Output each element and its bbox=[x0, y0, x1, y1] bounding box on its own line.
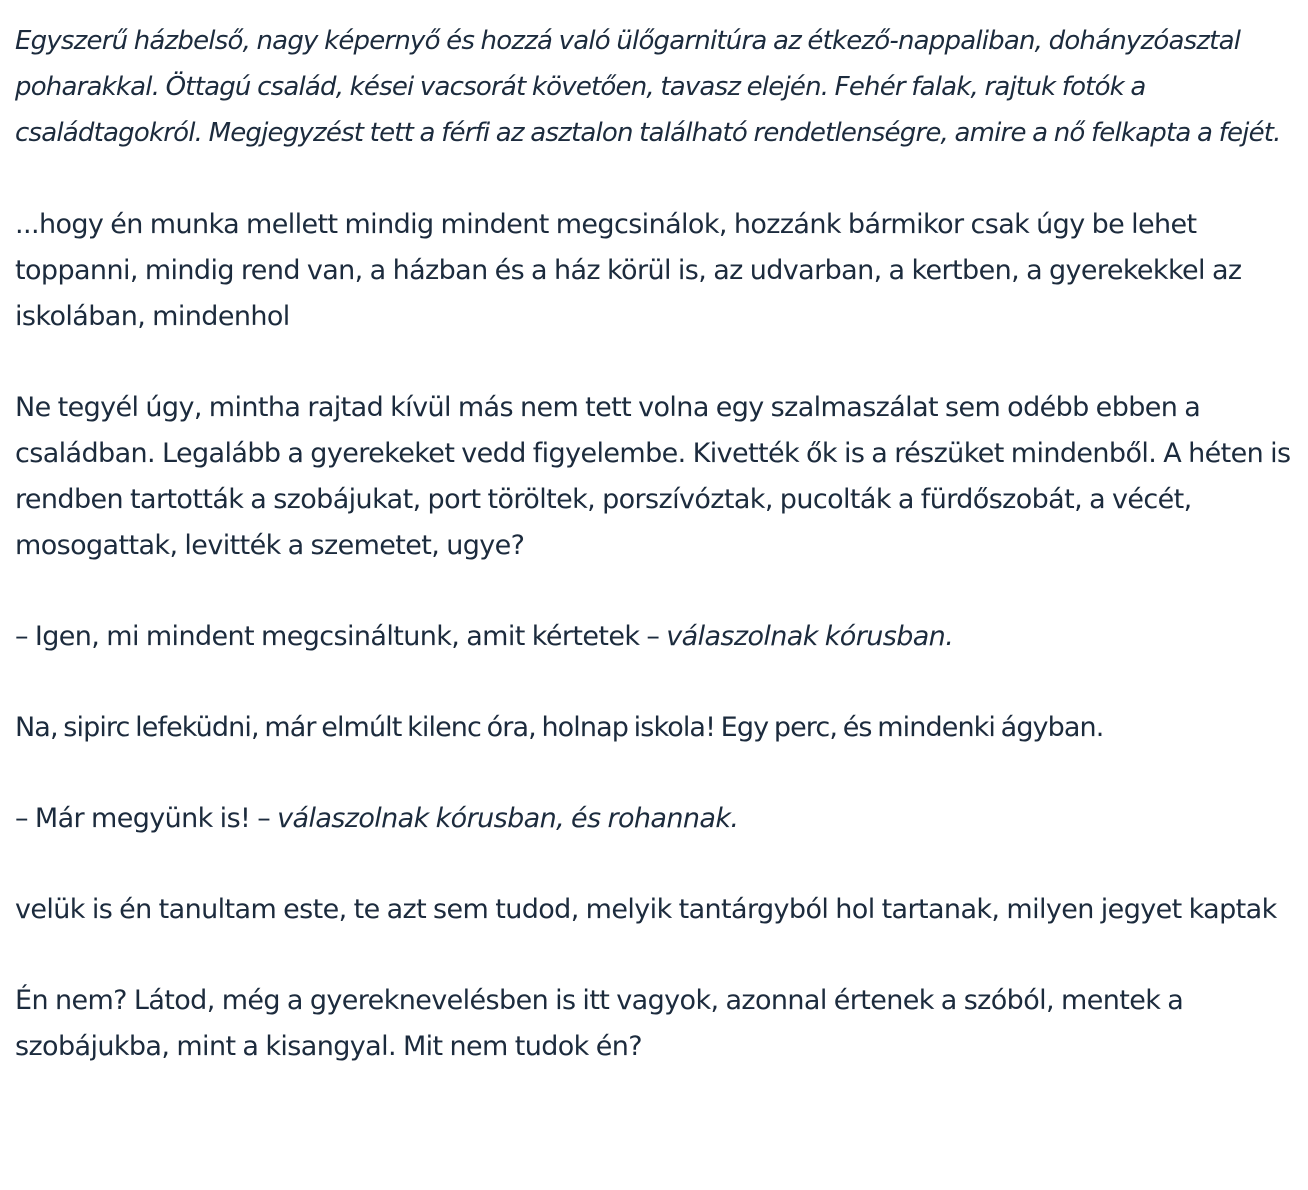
dialogue-line-2-attribution: válaszolnak kórusban, és rohannak. bbox=[277, 803, 739, 834]
paragraph-7: Én nem? Látod, még a gyereknevelésben is itt vagyok, azonnal értenek a szóból, mentek a szobájukba, mint a kisangyal. Mit nem tudok én? bbox=[15, 985, 1184, 1062]
dialogue-line-1 bbox=[15, 614, 1308, 660]
dialogue-line-2 bbox=[15, 796, 1308, 842]
intro-paragraph: Egyszerű házbelső, nagy képernyő és hozzá való ülőgarnitúra az étkező-nappaliban, dohányzóasztal poharakkal. Öttagú család, kései vacsorát követően, tavasz elején. Fehér falak, rajtuk fotók a családtagokról. Megjegyzést tett a férfi az asztalon található rendetlenségre, amire a nő felkapta a fejét. bbox=[15, 26, 1281, 148]
paragraph-2: Ne tegyél úgy, mintha rajtad kívül más nem tett volna egy szalmaszálat sem odébb ebben a családban. Legalább a gyerekeket vedd figyelembe. Kivették ők is a részüket mindenből. A héten is rendben tartották a szobájukat, port töröltek, porszívóztak, pucolták a fürdőszobát, a vécét, mosogattak, levitték a szemetet, ugye? bbox=[15, 392, 1291, 561]
paragraph-4: Na, sipirc lefeküdni, már elmúlt kilenc óra, holnap iskola! Egy perc, és mindenki ágyban. bbox=[15, 712, 1104, 743]
paragraph-1: ...hogy én munka mellett mindig mindent megcsinálok, hozzánk bármikor csak úgy be lehet toppanni, mindig rend van, a házban és a ház körül is, az udvarban, a kertben, a gyerekekkel az iskolában, mindenhol bbox=[15, 209, 1242, 332]
dialogue-line-2-text: – Már megyünk is! – bbox=[15, 803, 278, 834]
dialogue-line-1-attribution: válaszolnak kórusban. bbox=[666, 621, 954, 652]
dialogue-line-1-text: – Igen, mi mindent megcsináltunk, amit kértetek – bbox=[15, 621, 667, 652]
paragraph-6: velük is én tanultam este, te azt sem tudod, melyik tantárgyból hol tartanak, milyen jegyet kaptak bbox=[15, 894, 1277, 925]
